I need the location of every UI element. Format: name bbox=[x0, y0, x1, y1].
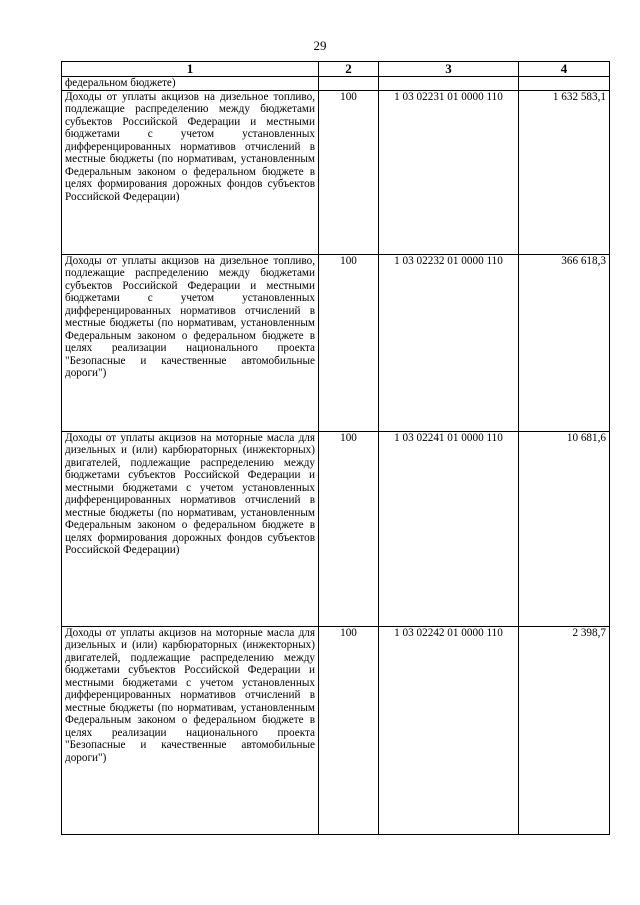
revenue-description: Доходы от уплаты акцизов на моторные масла для дизельных и (или) карбюраторных (инжекторных) двигателей, подлежащие распределению между бюджетами субъектов Российской Федерации и местными бюджетами с учетом установленных дифференцированных нормативов отчислений в местные бюджеты (по нормативам, установленным Федеральным законом о федеральном бюджете в целях формирования дорожных фондов субъектов Российской Федерации) bbox=[62, 431, 319, 626]
amount-value: 1 632 583,1 bbox=[519, 90, 610, 254]
amount-value: 10 681,6 bbox=[519, 431, 610, 626]
kbk-code: 1 03 02241 01 0000 110 bbox=[379, 431, 519, 626]
empty-cell bbox=[379, 77, 519, 91]
kbk-code: 1 03 02231 01 0000 110 bbox=[379, 90, 519, 254]
table-row bbox=[62, 626, 610, 834]
admin-code: 100 bbox=[319, 431, 379, 626]
table-header-row bbox=[62, 62, 610, 77]
table-row bbox=[62, 254, 610, 431]
table-row-continuation bbox=[62, 77, 610, 91]
amount-value: 366 618,3 bbox=[519, 254, 610, 431]
amount-value: 2 398,7 bbox=[519, 626, 610, 834]
revenue-description: Доходы от уплаты акцизов на моторные масла для дизельных и (или) карбюраторных (инжекторных) двигателей, подлежащие распределению между бюджетами субъектов Российской Федерации и местными бюджетами с учетом установленных дифференцированных нормативов отчислений в местные бюджеты (по нормативам, установленным Федеральным законом о федеральном бюджете в целях реализации национального проекта "Безопасные и качественные автомобильные дороги") bbox=[62, 626, 319, 834]
empty-cell bbox=[519, 77, 610, 91]
column-header-1: 1 bbox=[62, 62, 319, 77]
kbk-code: 1 03 02232 01 0000 110 bbox=[379, 254, 519, 431]
admin-code: 100 bbox=[319, 254, 379, 431]
empty-cell bbox=[319, 77, 379, 91]
continuation-text: федеральном бюджете) bbox=[62, 77, 319, 91]
column-header-4: 4 bbox=[519, 62, 610, 77]
column-header-3: 3 bbox=[379, 62, 519, 77]
admin-code: 100 bbox=[319, 90, 379, 254]
revenue-description: Доходы от уплаты акцизов на дизельное топливо, подлежащие распределению между бюджетами субъектов Российской Федерации и местными бюджетами с учетом установленных дифференцированных нормативов отчислений в местные бюджеты (по нормативам, установленным Федеральным законом о федеральном бюджете в целях реализации национального проекта "Безопасные и качественные автомобильные дороги") bbox=[62, 254, 319, 431]
revenue-description: Доходы от уплаты акцизов на дизельное топливо, подлежащие распределению между бюджетами субъектов Российской Федерации и местными бюджетами с учетом установленных дифференцированных нормативов отчислений в местные бюджеты (по нормативам, установленным Федеральным законом о федеральном бюджете в целях формирования дорожных фондов субъектов Российской Федерации) bbox=[62, 90, 319, 254]
admin-code: 100 bbox=[319, 626, 379, 834]
page-number: 29 bbox=[313, 38, 327, 53]
column-header-2: 2 bbox=[319, 62, 379, 77]
table-row bbox=[62, 90, 610, 254]
table-row bbox=[62, 431, 610, 626]
budget-revenue-table bbox=[61, 61, 610, 835]
kbk-code: 1 03 02242 01 0000 110 bbox=[379, 626, 519, 834]
